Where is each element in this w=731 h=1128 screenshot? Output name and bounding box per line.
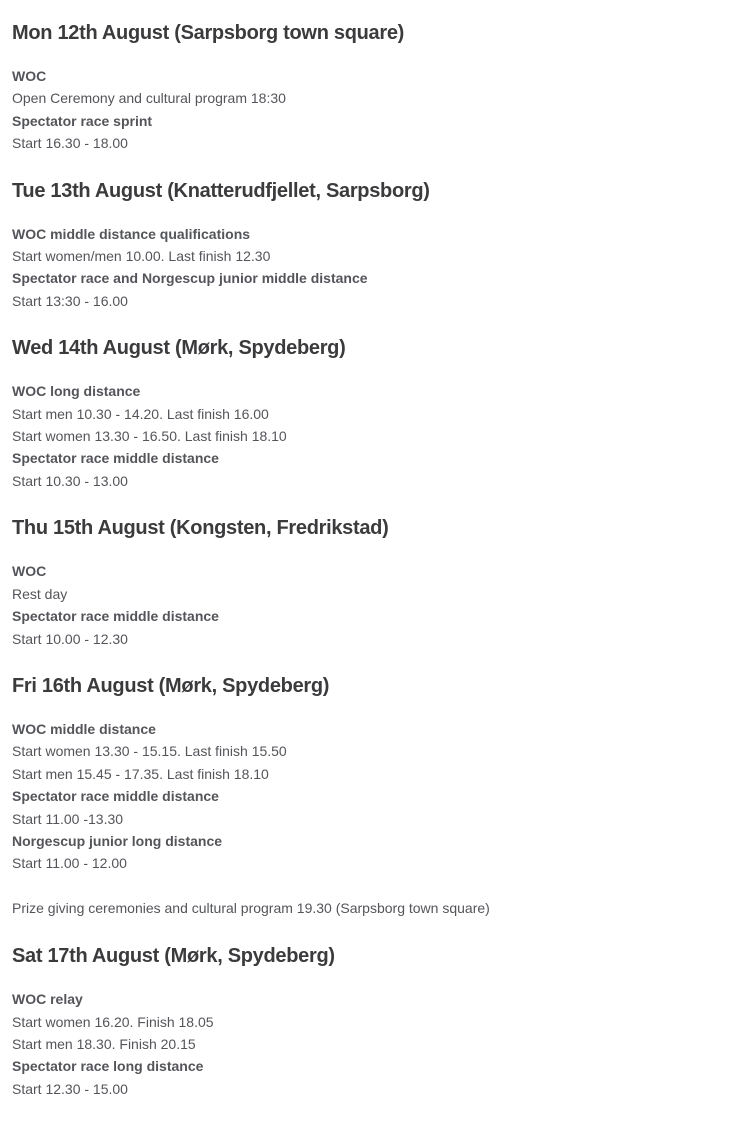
event-detail: Start women 13.30 - 16.50. Last finish 18.10 [12,428,287,445]
event-detail: Rest day [12,585,68,602]
day-heading: Thu 15th August (Kongsten, Fredrikstad) [12,517,389,540]
event-detail: Start 11.00 - 12.00 [12,855,127,872]
event-detail: Start 13:30 - 16.00 [12,292,128,309]
event-detail: Start 11.00 -13.30 [12,810,124,827]
event-detail: Start men 10.30 - 14.20. Last finish 16.00 [12,405,269,422]
day-section-wed-14 [12,334,717,492]
event-list [12,988,717,1100]
day-section-tue-13 [12,177,717,313]
prize-giving-note: Prize giving ceremonies and cultural program 19.30 (Sarpsborg town square) [12,899,490,916]
event-category-label: WOC middle distance [12,720,156,737]
event-detail: Start women 13.30 - 15.15. Last finish 15.50 [12,743,287,760]
event-subheading: Spectator race middle distance [12,788,219,805]
event-category-label: WOC long distance [12,383,141,400]
event-detail: Start men 15.45 - 17.35. Last finish 18.10 [12,765,269,782]
day-heading: Mon 12th August (Sarpsborg town square) [12,22,405,44]
event-detail: Start men 18.30. Finish 20.15 [12,1035,196,1052]
event-detail: Start 16.30 - 18.00 [12,135,128,152]
event-subheading: Spectator race middle distance [12,608,219,625]
day-heading: Fri 16th August (Mørk, Spydeberg) [12,674,330,697]
event-category-label: WOC middle distance qualifications [12,225,251,242]
event-subheading: Spectator race sprint [12,112,153,129]
event-subheading: Norgescup junior long distance [12,832,223,849]
day-heading: Sat 17th August (Mørk, Spydeberg) [12,945,335,968]
day-section-fri-16 [12,672,717,875]
event-list [12,65,717,155]
day-heading: Tue 13th August (Knatterudfjellet, Sarpsborg) [12,179,430,202]
event-detail: Start women/men 10.00. Last finish 12.30 [12,248,271,265]
event-category-label: WOC relay [12,991,83,1008]
day-section-mon-12 [12,19,717,155]
day-section-thu-15 [12,514,717,650]
event-list [12,223,717,313]
event-list [12,718,717,875]
event-subheading: Spectator race and Norgescup junior middle distance [12,270,368,287]
event-subheading: Spectator race long distance [12,1058,204,1075]
event-detail: Start 10.00 - 12.30 [12,630,128,647]
event-detail: Open Ceremony and cultural program 18:30 [12,90,286,107]
event-category-label: WOC [12,68,47,84]
event-category-label: WOC [12,563,47,580]
day-heading: Wed 14th August (Mørk, Spydeberg) [12,337,346,360]
event-detail: Start 10.30 - 13.00 [12,472,128,489]
event-detail: Start 12.30 - 15.00 [12,1080,128,1097]
event-list [12,560,717,650]
day-section-sat-17 [12,942,717,1100]
event-detail: Start women 16.20. Finish 18.05 [12,1013,214,1030]
event-subheading: Spectator race middle distance [12,450,219,467]
event-list [12,380,717,492]
